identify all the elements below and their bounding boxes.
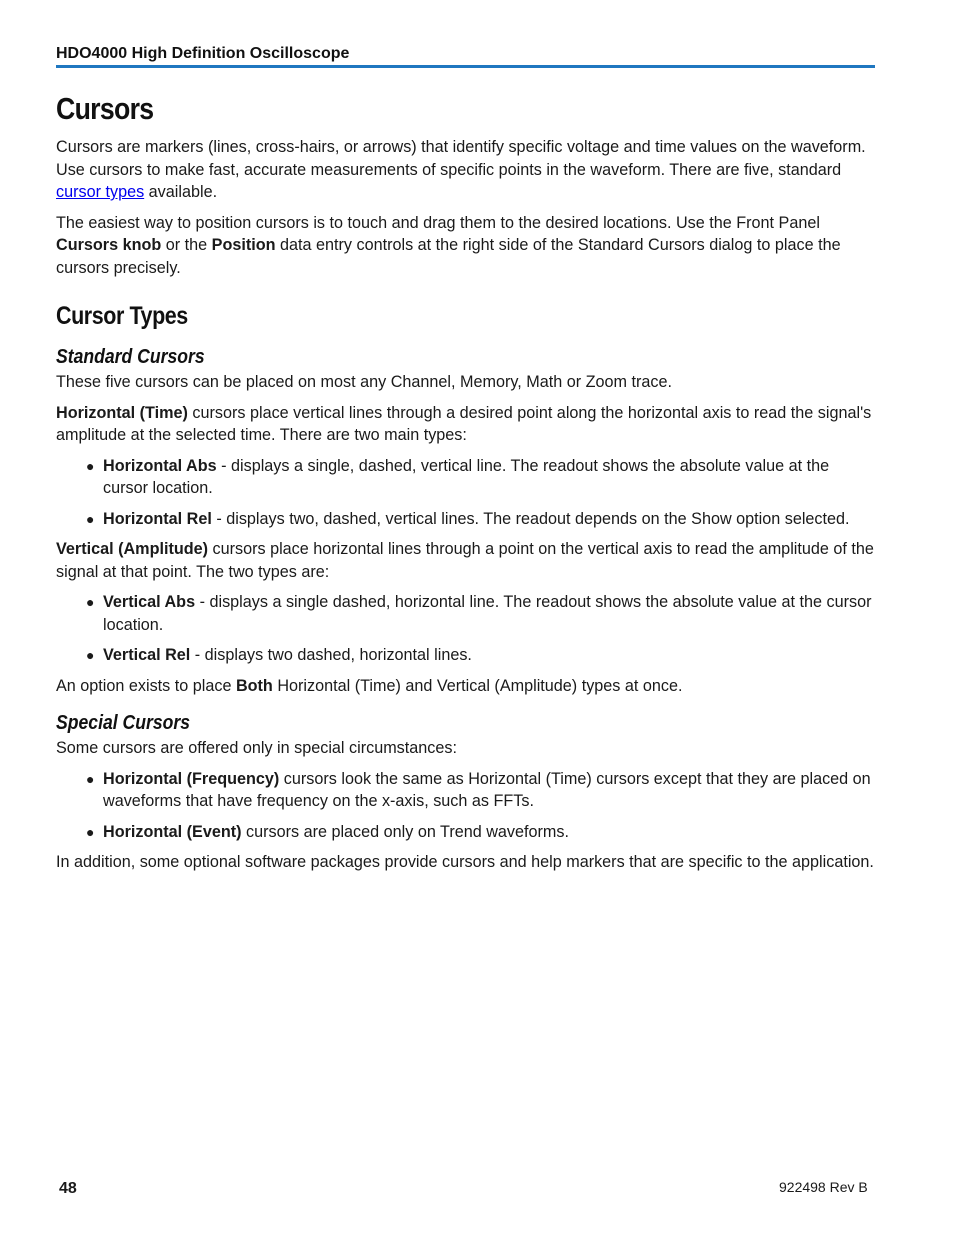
- list-item-term: Horizontal Abs: [103, 456, 217, 475]
- section-heading-cursor-types: Cursor Types: [56, 302, 188, 330]
- list-item: [86, 591, 875, 636]
- vertical-types-list: [56, 591, 875, 667]
- list-item-term: Horizontal Rel: [103, 509, 212, 528]
- list-item: [86, 768, 875, 813]
- list-item-text: cursors look the same as Horizontal (Time) cursors except that they are placed on waveforms that have frequency on the x-axis, such as FFTs.: [103, 769, 871, 810]
- both-option-paragraph: [56, 675, 875, 698]
- horizontal-types-list: [56, 455, 875, 531]
- list-item-term: Horizontal (Event): [103, 822, 242, 841]
- list-item-text: - displays a single dashed, horizontal line. The readout shows the absolute value at the cursor location.: [103, 593, 872, 634]
- horizontal-time-paragraph: [56, 402, 875, 447]
- cursors-knob-term: Cursors knob: [56, 236, 162, 254]
- document-id: 922498 Rev B: [779, 1179, 868, 1195]
- cursor-types-link[interactable]: cursor types: [56, 183, 145, 201]
- standard-intro: These five cursors can be placed on most any Channel, Memory, Math or Zoom trace.: [56, 373, 672, 391]
- header-rule: [56, 65, 875, 68]
- list-item-text: - displays two dashed, horizontal lines.: [190, 646, 472, 664]
- list-item-term: Vertical Abs: [103, 593, 196, 611]
- both-text-a: An option exists to place: [56, 676, 236, 695]
- list-item: [86, 821, 875, 844]
- list-item-text: - displays two, dashed, vertical lines. The readout depends on the Show option selected.: [211, 509, 850, 528]
- vertical-amplitude-paragraph: [56, 538, 875, 583]
- list-item: [86, 508, 875, 531]
- list-item-text: cursors are placed only on Trend waveforms.: [241, 822, 569, 841]
- running-header: HDO4000 High Definition Oscilloscope: [56, 45, 350, 62]
- list-item: [86, 644, 875, 667]
- intro2-text-c: or the: [161, 236, 212, 254]
- horizontal-time-term: Horizontal (Time): [56, 403, 188, 422]
- page-title: Cursors: [56, 91, 154, 126]
- special-outro: In addition, some optional software packages provide cursors and help markers that are specific to the application.: [56, 853, 874, 871]
- intro2-text-a: The easiest way to position cursors is to touch and drag them to the desired locations. Use the Front Panel: [56, 213, 820, 232]
- subheading-standard-cursors: Standard Cursors: [56, 346, 205, 368]
- bullet-icon: ●: [86, 770, 95, 787]
- vertical-amplitude-text: cursors place horizontal lines through a point on the vertical axis to read the amplitude of the signal at that point. The two types are:: [56, 540, 874, 581]
- position-term: Position: [211, 236, 276, 254]
- both-term: Both: [235, 676, 273, 695]
- special-intro: Some cursors are offered only in special circumstances:: [56, 739, 457, 757]
- list-item-term: Vertical Rel: [103, 646, 191, 664]
- subheading-special-cursors: Special Cursors: [56, 712, 191, 734]
- bullet-icon: ●: [86, 823, 95, 840]
- bullet-icon: ●: [86, 594, 95, 610]
- bullet-icon: ●: [86, 510, 95, 527]
- page-number: 48: [59, 1180, 77, 1197]
- list-item: [86, 455, 875, 500]
- intro-paragraph-1: [56, 136, 875, 204]
- horizontal-time-text: cursors place vertical lines through a desired point along the horizontal axis to read the signal's amplitude at the selected time. There are two main types:: [56, 403, 872, 444]
- list-item-text: - displays a single, dashed, vertical line. The readout shows the absolute value at the cursor location.: [103, 456, 830, 497]
- both-text-c: Horizontal (Time) and Vertical (Amplitude) types at once.: [272, 676, 683, 695]
- content: [56, 88, 875, 882]
- intro-paragraph-2: [56, 212, 875, 280]
- special-types-list: [56, 768, 875, 844]
- bullet-icon: ●: [86, 647, 95, 663]
- intro-text-end: available.: [144, 183, 218, 201]
- list-item-term: Horizontal (Frequency): [103, 769, 280, 788]
- vertical-amplitude-term: Vertical (Amplitude): [56, 540, 209, 558]
- intro-text: Cursors are markers (lines, cross-hairs, or arrows) that identify specific voltage and time values on the waveform. Use cursors to make fast, accurate measurements of specific points in the waveform. There are five, standard: [56, 138, 866, 179]
- intro2-text-e: data entry controls at the right side of the Standard Cursors dialog to place the cursors precisely.: [56, 236, 841, 277]
- bullet-icon: ●: [86, 457, 95, 474]
